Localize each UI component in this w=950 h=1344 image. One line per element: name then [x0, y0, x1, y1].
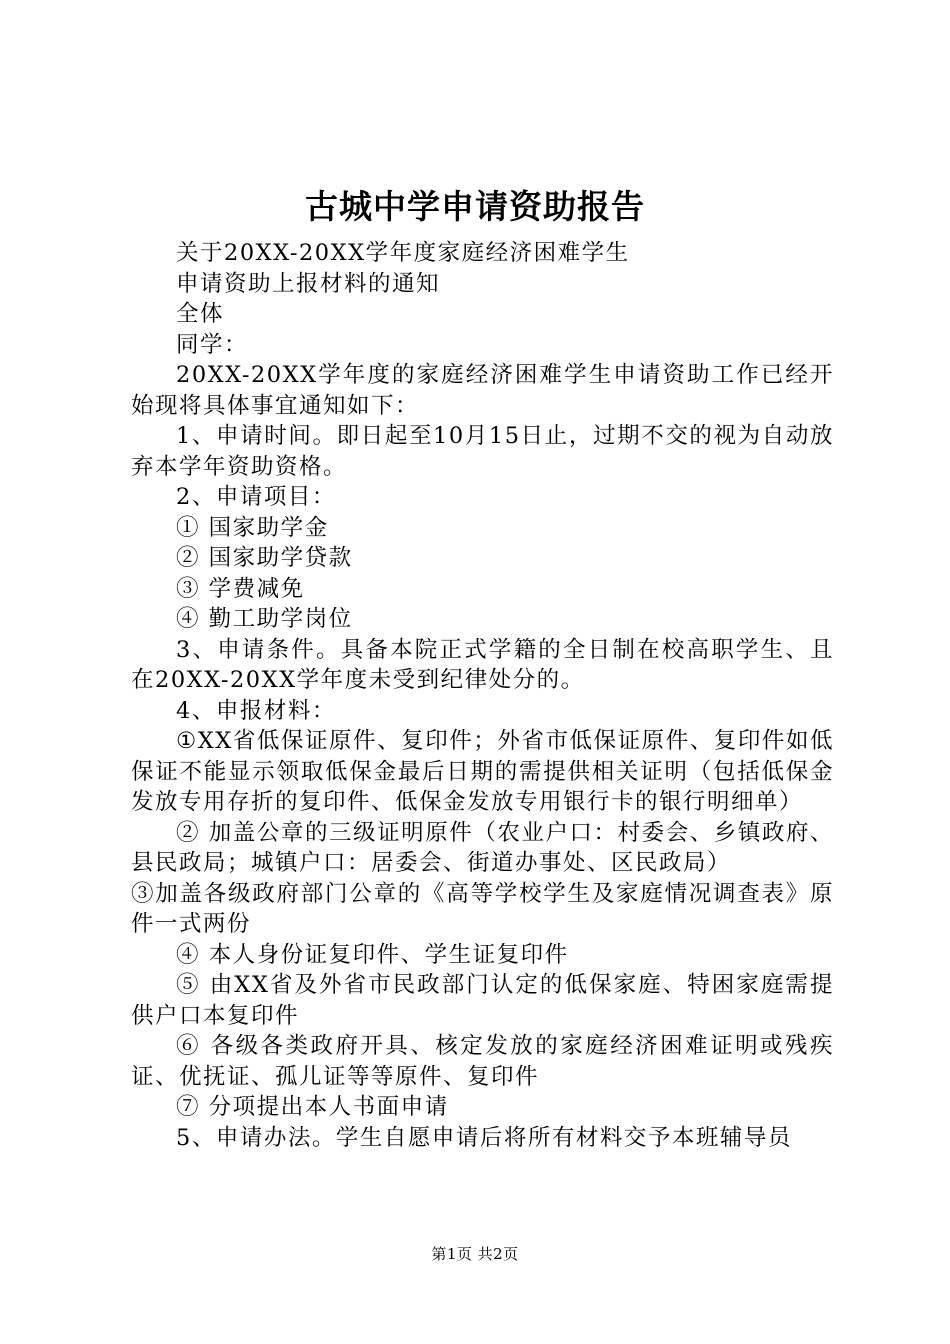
paragraph: ① 国家助学金: [176, 514, 329, 541]
page-footer: 第1页 共2页: [431, 1245, 519, 1263]
paragraph: 关于20XX-20XX学年度家庭经济困难学生: [176, 240, 630, 266]
paragraph: ② 国家助学贷款: [176, 545, 353, 571]
paragraph: ③ 学费减免: [176, 575, 305, 602]
paragraph: ①XX省低保证原件、复印件；外省市低保证原件、复印件如低保证不能显示领取低保金最后日期的需提供相关证明（包括低保金发放专用存折的复印件、低保金发放专用银行卡的银行明细单）: [131, 728, 834, 815]
paragraph: 2、申请项目：: [176, 484, 336, 510]
paragraph: 全体: [176, 301, 225, 327]
paragraph: 同学：: [176, 331, 249, 358]
paragraph: ⑤ 由XX省及外省市民政部门认定的低保家庭、特困家庭需提供户口本复印件: [131, 972, 834, 1029]
paragraph: 5、申请办法。学生自愿申请后将所有材料交予本班辅导员: [176, 1124, 792, 1151]
paragraph: ⑥ 各级各类政府开具、核定发放的家庭经济困难证明或残疾证、优抚证、孤儿证等等原件、复印件: [131, 1033, 834, 1090]
paragraph: 20XX-20XX学年度的家庭经济困难学生申请资助工作已经开始现将具体事宜通知如下：: [131, 362, 834, 419]
paragraph: ⑦ 分项提出本人书面申请: [176, 1094, 449, 1120]
document-body: [131, 238, 834, 1153]
paragraph: ④ 本人身份证复印件、学生证复印件: [176, 941, 569, 968]
document-title: 古城中学申请资助报告: [305, 187, 645, 226]
paragraph: ③加盖各级政府部门公章的《高等学校学生及家庭情况调查表》原件一式两份: [131, 880, 834, 937]
paragraph: ④ 勤工助学岗位: [176, 606, 353, 632]
paragraph: 4、申报材料：: [176, 697, 336, 724]
paragraph: 1、申请时间。即日起至10月15日止，过期不交的视为自动放弃本学年资助资格。: [131, 423, 834, 480]
paragraph: ② 加盖公章的三级证明原件（农业户口：村委会、乡镇政府、县民政局；城镇户口：居委会、街道办事处、区民政局）: [131, 819, 834, 876]
paragraph: 申请资助上报材料的通知: [176, 270, 441, 297]
paragraph: 3、申请条件。具备本院正式学籍的全日制在校高职学生、且在20XX-20XX学年度未受到纪律处分的。: [131, 636, 834, 693]
